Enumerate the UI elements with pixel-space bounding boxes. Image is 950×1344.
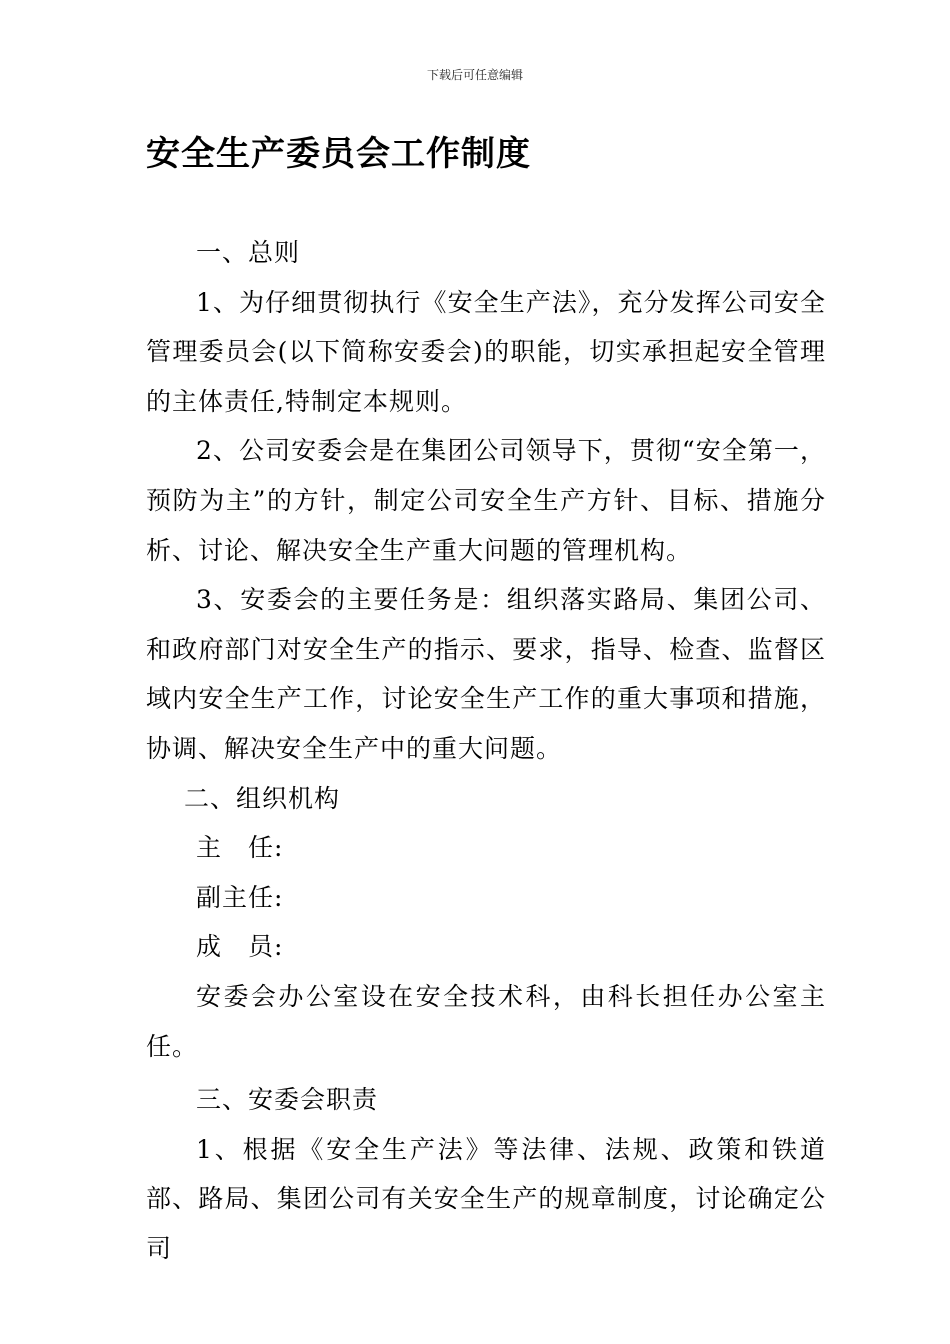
paragraph-general-2: 2、公司安委会是在集团公司领导下，贯彻“安全第一，预防为主”的方针，制定公司安全生产方针、目标、措施分析、讨论、解决安全生产重大问题的管理机构。 [146, 436, 826, 565]
document-title: 安全生产委员会工作制度 [146, 134, 531, 174]
page-header-note: 下载后可任意编辑 [426, 68, 523, 82]
org-director-line: 主 任: [196, 833, 284, 863]
section-heading-organization: 二、组织机构 [184, 783, 341, 813]
paragraph-duties-1: 1、根据《安全生产法》等法律、法规、政策和铁道部、路局、集团公司有关安全生产的规章制度，讨论确定公司 [146, 1134, 826, 1263]
org-members-line: 成 员: [196, 932, 284, 962]
document-body [146, 224, 826, 1273]
section-heading-general: 一、总则 [196, 238, 301, 267]
org-deputy-director-line: 副主任: [196, 882, 284, 912]
paragraph-general-1: 1、为仔细贯彻执行《安全生产法》，充分发挥公司安全管理委员会(以下简称安委会)的职能，切实承担起安全管理的主体责任,特制定本规则。 [146, 287, 826, 416]
section-heading-duties: 三、安委会职责 [196, 1085, 379, 1115]
paragraph-general-3: 3、安委会的主要任务是：组织落实路局、集团公司、和政府部门对安全生产的指示、要求，指导、检查、监督区域内安全生产工作，讨论安全生产工作的重大事项和措施，协调、解决安全生产中的重大问题。 [146, 585, 826, 763]
paragraph-office: 安委会办公室设在安全技术科，由科长担任办公室主任。 [146, 981, 826, 1061]
